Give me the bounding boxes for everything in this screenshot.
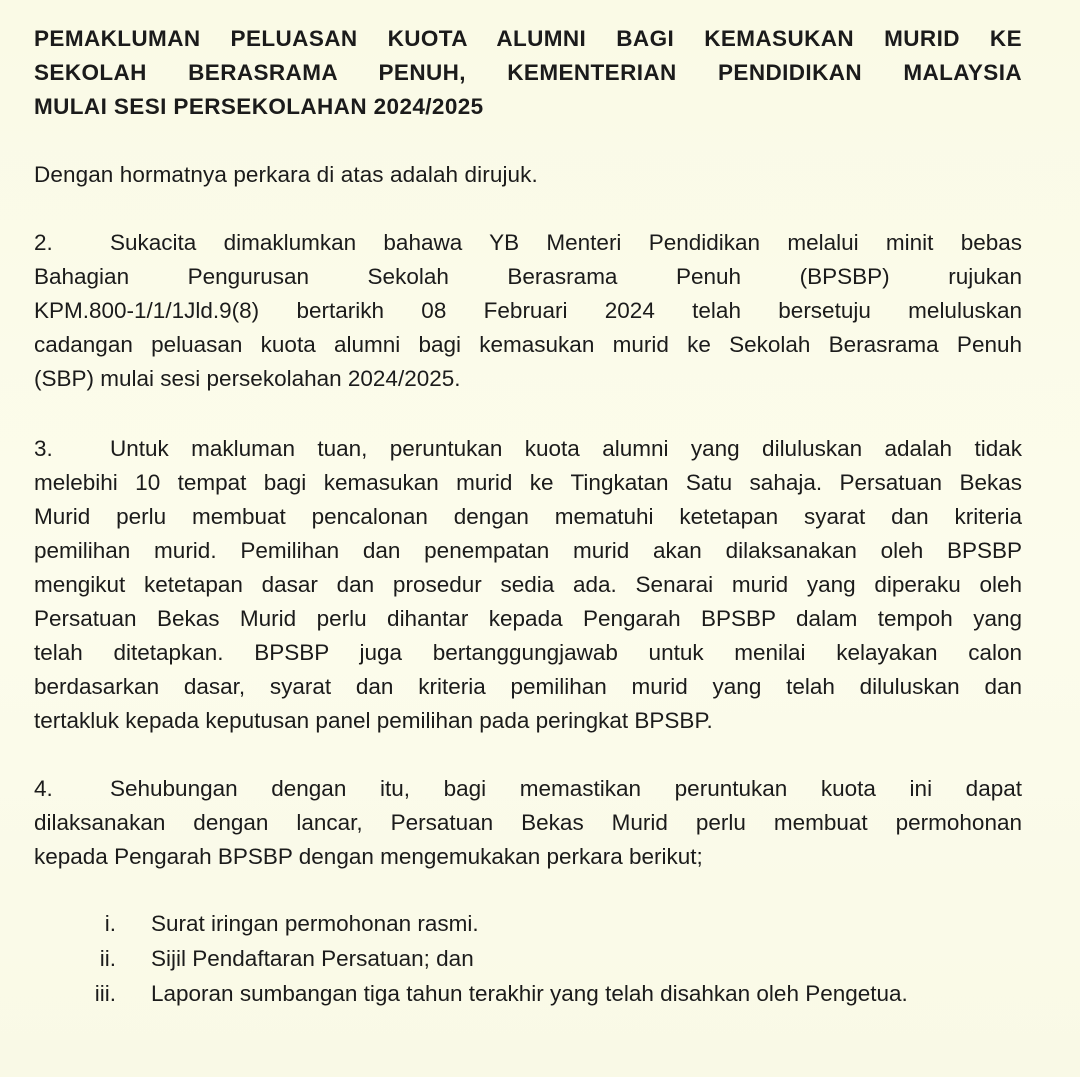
paragraph-3-line-8: berdasarkan dasar, syarat dan kriteria pemilihan murid yang telah diluluskan dan [34,674,1022,699]
title-line-1: PEMAKLUMAN PELUASAN KUOTA ALUMNI BAGI KEMASUKAN MURID KE [34,26,1022,51]
paragraph-4-number: 4. [34,776,53,801]
paragraph-3-line-5: mengikut ketetapan dasar dan prosedur sedia ada. Senarai murid yang diperaku oleh [34,572,1022,597]
title-line-2: SEKOLAH BERASRAMA PENUH, KEMENTERIAN PENDIDIKAN MALAYSIA [34,60,1022,85]
paragraph-3-line-1-text: Untuk makluman tuan, peruntukan kuota alumni yang diluluskan adalah tidak [110,436,1022,461]
paragraph-3-line-4: pemilihan murid. Pemilihan dan penempatan murid akan dilaksanakan oleh BPSBP [34,538,1022,563]
paragraph-3-number: 3. [34,436,53,461]
paragraph-3-line-1 [34,432,1022,466]
list-item-text: Sijil Pendaftaran Persatuan; dan [151,946,474,971]
paragraph-2-line-1-text: Sukacita dimaklumkan bahawa YB Menteri Pendidikan melalui minit bebas [110,230,1022,255]
list-marker: i. [104,911,116,936]
list-item-text: Laporan sumbangan tiga tahun terakhir yang telah disahkan oleh Pengetua. [151,981,908,1006]
paragraph-2-number: 2. [34,230,53,255]
paragraph-3-line-3: Murid perlu membuat pencalonan dengan mematuhi ketetapan syarat dan kriteria [34,504,1022,529]
paragraph-4-line-2: dilaksanakan dengan lancar, Persatuan Bekas Murid perlu membuat permohonan [34,810,1022,835]
requirements-list [34,906,1022,1011]
paragraph-2 [34,226,1022,396]
paragraph-3-line-9: tertakluk kepada keputusan panel pemilihan pada peringkat BPSBP. [34,708,713,733]
list-marker: iii. [94,981,116,1006]
list-marker: ii. [99,946,116,971]
title-line-3: MULAI SESI PERSEKOLAHAN 2024/2025 [34,94,484,119]
paragraph-2-line-2: Bahagian Pengurusan Sekolah Berasrama Penuh (BPSBP) rujukan [34,264,1022,289]
paragraph-3-line-2: melebihi 10 tempat bagi kemasukan murid ke Tingkatan Satu sahaja. Persatuan Bekas [34,470,1022,495]
greeting-text: Dengan hormatnya perkara di atas adalah dirujuk. [34,162,538,187]
list-item-text: Surat iringan permohonan rasmi. [151,911,479,936]
paragraph-3-line-7: telah ditetapkan. BPSBP juga bertanggungjawab untuk menilai kelayakan calon [34,640,1022,665]
greeting-paragraph [34,158,1022,192]
list-item [34,906,1022,941]
paragraph-2-line-4: cadangan peluasan kuota alumni bagi kemasukan murid ke Sekolah Berasrama Penuh [34,332,1022,357]
paragraph-3-line-6: Persatuan Bekas Murid perlu dihantar kepada Pengarah BPSBP dalam tempoh yang [34,606,1022,631]
paragraph-4 [34,772,1022,874]
paragraph-3 [34,432,1022,738]
list-item [34,976,1022,1011]
paragraph-4-line-1-text: Sehubungan dengan itu, bagi memastikan peruntukan kuota ini dapat [110,776,1022,801]
paragraph-4-line-1 [34,772,1022,806]
list-item [34,941,1022,976]
paragraph-2-line-5: (SBP) mulai sesi persekolahan 2024/2025. [34,366,461,391]
document-title [34,22,1022,124]
paragraph-2-line-3: KPM.800-1/1/1Jld.9(8) bertarikh 08 Februari 2024 telah bersetuju meluluskan [34,298,1022,323]
paragraph-2-line-1 [34,226,1022,260]
paragraph-4-line-3: kepada Pengarah BPSBP dengan mengemukakan perkara berikut; [34,844,703,869]
